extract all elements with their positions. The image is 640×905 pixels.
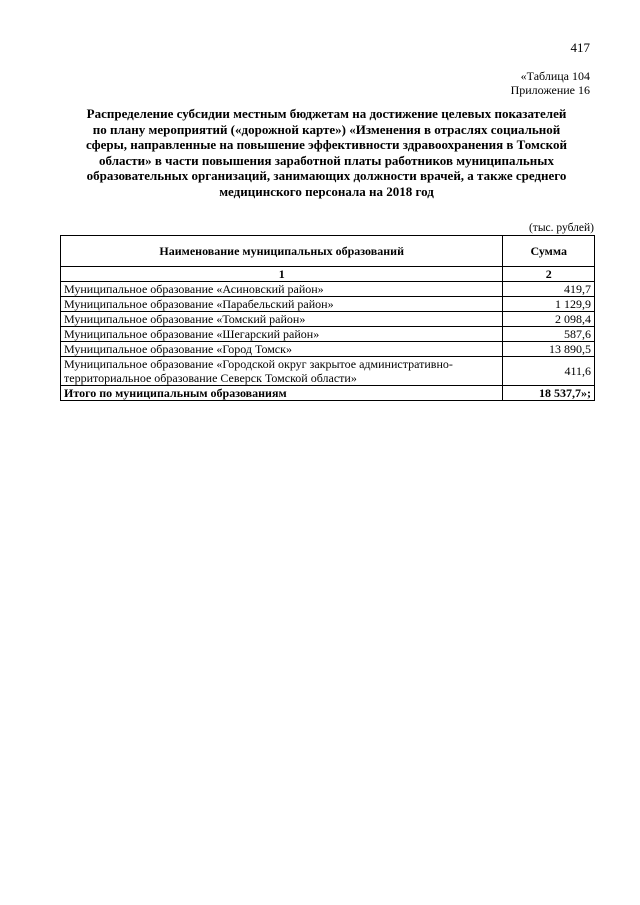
title-line: образовательных организаций, занимающих должности врачей, а также среднего [86, 168, 567, 183]
total-label: Итого по муниципальным образованиям [61, 386, 503, 401]
header-name: Наименование муниципальных образований [61, 236, 503, 267]
row-name: Муниципальное образование «Город Томск» [61, 342, 503, 357]
row-name: Муниципальное образование «Парабельский район» [61, 297, 503, 312]
row-name: Муниципальное образование «Томский район» [61, 312, 503, 327]
document-title [60, 106, 593, 199]
appendix-label: Приложение 16 [510, 83, 590, 97]
row-sum: 587,6 [503, 327, 595, 342]
title-line: по плану мероприятий («дорожной карте») «Изменения в отраслях социальной [92, 121, 561, 137]
subsidy-table [60, 235, 595, 401]
title-line: области» в части повышения заработной платы работников муниципальных [99, 152, 554, 168]
row-name: Муниципальное образование «Городской округ закрытое административно-территориальное образование Северск Томской области» [61, 357, 503, 386]
column-number: 2 [503, 267, 595, 282]
page-number: 417 [570, 40, 590, 55]
header-sum: Сумма [503, 236, 595, 267]
table-row [61, 342, 595, 357]
table-row [61, 282, 595, 297]
row-sum: 2 098,4 [503, 312, 595, 327]
table-row [61, 357, 595, 386]
row-sum: 1 129,9 [503, 297, 595, 312]
row-sum: 411,6 [503, 357, 595, 386]
appendix-reference [511, 69, 590, 97]
title-line: медицинского персонала на 2018 год [219, 183, 434, 199]
row-name: Муниципальное образование «Шегарский район» [61, 327, 503, 342]
row-sum: 419,7 [503, 282, 595, 297]
column-number: 1 [61, 267, 503, 282]
column-number-row [61, 267, 595, 282]
table-reference: «Таблица 104 [520, 69, 590, 83]
title-line: Распределение субсидии местным бюджетам на достижение целевых показателей [86, 106, 567, 121]
units-label: (тыс. рублей) [528, 222, 594, 234]
table-total-row [61, 386, 595, 401]
table-row [61, 327, 595, 342]
row-sum: 13 890,5 [503, 342, 595, 357]
title-line: сферы, направленные на повышение эффективности здравоохранения в Томской [86, 137, 567, 152]
row-name: Муниципальное образование «Асиновский район» [61, 282, 503, 297]
total-sum: 18 537,7»; [503, 386, 595, 401]
table-header-row [61, 236, 595, 267]
table-row [61, 312, 595, 327]
table-row [61, 297, 595, 312]
